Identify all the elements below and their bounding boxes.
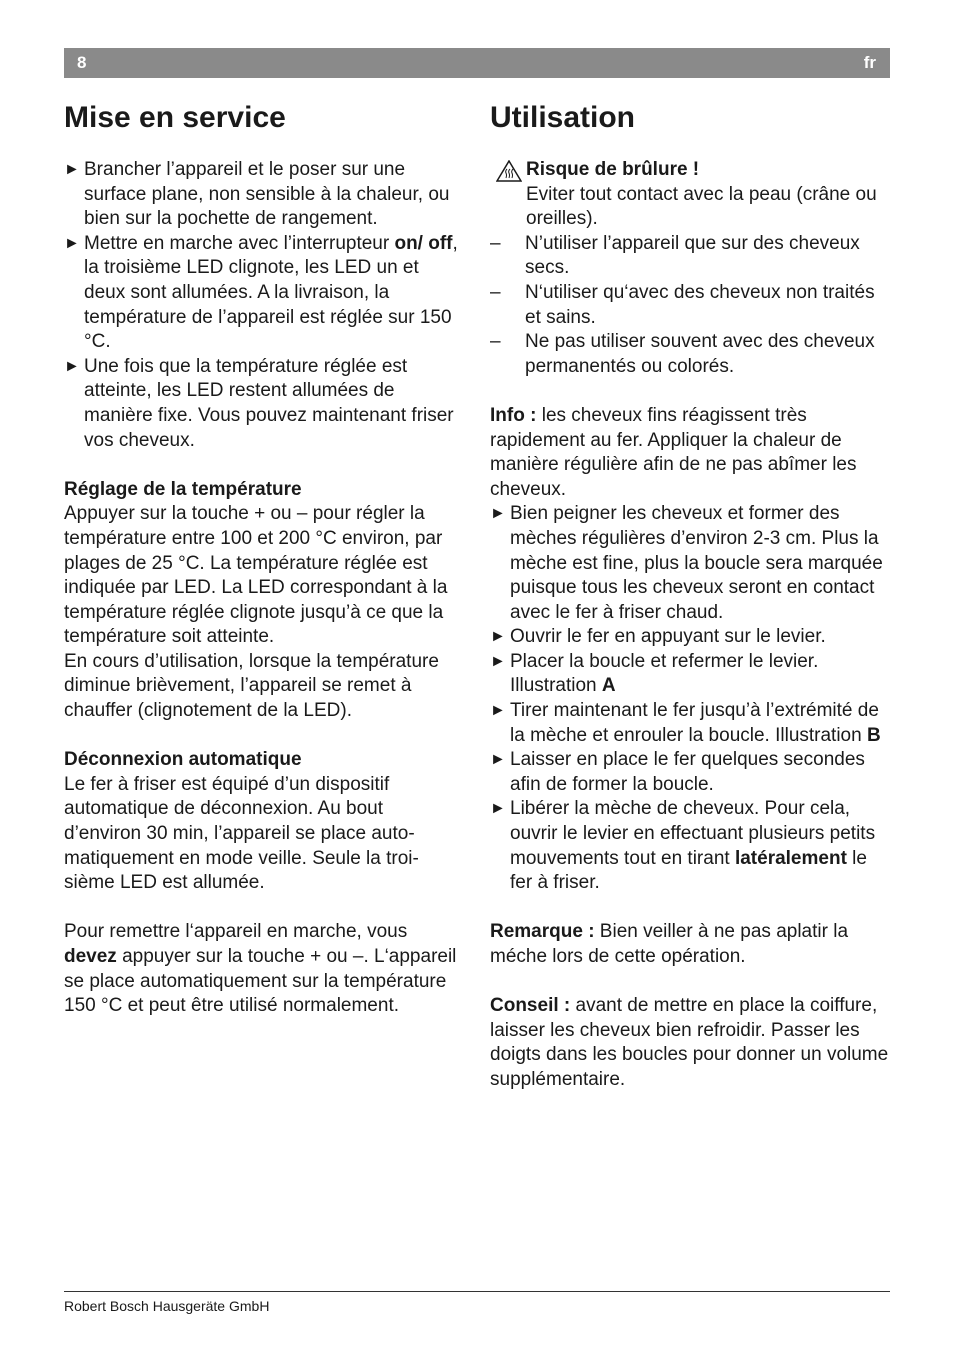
warning-block — [490, 158, 890, 232]
bullet-arrow-icon: ► — [64, 234, 80, 252]
list-item: – N’utiliser l’appareil que sur des cheveux secs. — [490, 232, 860, 279]
bullet-arrow-icon: ► — [490, 652, 506, 670]
paragraph: Pour remettre l‘appareil en marche, vous devez appuyer sur la touche + ou –. L‘appareil se place automatiquement sur la température 150 °C et peut être utilisé normalement. — [64, 921, 457, 1017]
list-item: ► Tirer maintenant le fer jusqu’à l’extrémité de la mèche et enrouler la boucle. Illustration B — [490, 700, 881, 746]
section-title-mise-en-service: Mise en service — [64, 101, 286, 134]
bullet-arrow-icon: ► — [490, 800, 506, 818]
footer-company: Robert Bosch Hausgeräte GmbH — [64, 1298, 270, 1314]
section-title-utilisation: Utilisation — [490, 101, 636, 134]
language-code: fr — [863, 53, 876, 72]
warning-icon — [496, 160, 522, 182]
list-item: ► Mettre en marche avec l’interrupteur on/ off, la troisième LED clignote, les LED un et deux sont allumées. A la livraison, la température de l’appareil est réglée sur 150 °C. — [64, 232, 458, 353]
heading-temperature: Réglage de la température — [64, 478, 302, 500]
bullet-arrow-icon: ► — [490, 702, 506, 720]
warning-text: Eviter tout contact avec la peau (crâne ou oreilles). — [526, 183, 877, 230]
info-paragraph: Info : les cheveux fins réagissent très rapidement au fer. Appliquer la chaleur de manière régulière afin de ne pas abîmer les cheveux. — [490, 404, 857, 500]
bullet-arrow-icon: ► — [490, 505, 506, 523]
list-item: – Ne pas utiliser souvent avec des cheveux permanentés ou colorés. — [490, 331, 875, 377]
left-column — [64, 98, 464, 1019]
list-item: ► Laisser en place le fer quelques secondes afin de former la boucle. — [490, 749, 865, 795]
heading-auto-off: Déconnexion automatique — [64, 749, 302, 771]
paragraph: En cours d’utilisation, lorsque la température diminue brièvement, l’appareil se remet à chauffer (clignotement de la LED). — [64, 650, 439, 722]
list-item: ► Ouvrir le fer en appuyant sur le levier. — [490, 625, 890, 650]
tip-paragraph: Conseil : avant de mettre en place la coiffure, laisser les cheveux bien refroidir. Passer les doigts dans les boucles pour donner un volume supplémentaire. — [490, 995, 889, 1090]
list-item: ► Placer la boucle et refermer le levier. Illustration A — [490, 650, 819, 697]
footer-divider — [64, 1291, 890, 1292]
header-bar — [64, 48, 890, 78]
paragraph: Appuyer sur la touche + ou – pour régler la température entre 100 et 200 °C environ, par plages de 25 °C. La température réglée est indiquée par LED. La LED correspondant à la température réglée clignote jusqu’à ce que la température soit atteinte. — [64, 503, 448, 648]
page-number: 8 — [77, 53, 87, 72]
bullet-arrow-icon: ► — [490, 628, 506, 646]
bullet-arrow-icon: ► — [490, 751, 506, 769]
warning-title: Risque de brûlure ! — [526, 159, 700, 180]
list-item: ► Une fois que la température réglée est atteinte, les LED restent allumées de manière fixe. Vous pouvez maintenant friser vos cheveux. — [64, 355, 454, 451]
list-item: – N‘utiliser qu‘avec des cheveux non traités et sains. — [490, 281, 875, 328]
right-column — [490, 98, 890, 1093]
list-item: ► Bien peigner les cheveux et former des mèches régulières d’environ 2-3 cm. Plus la mèche est fine, plus la boucle sera marquée puisque tous les cheveux seront en contact avec le fer à friser chaud. — [490, 503, 883, 623]
list-item: ► Libérer la mèche de cheveux. Pour cela, ouvrir le levier en effectuant plusieurs petits mouvements tout en tirant latéralement le fer à friser. — [490, 798, 876, 894]
paragraph: Le fer à friser est équipé d’un dispositif automatique de déconnexion. Au bout d’environ 30 min, l’appareil se place auto- matiquement en mode veille. Seule la troi- sième LED est allumée. — [64, 773, 419, 894]
bullet-arrow-icon: ► — [64, 161, 80, 178]
list-item: ► Brancher l’appareil et le poser sur une surface plane, non sensible à la chaleur, ou bien sur la pochette de rangement. — [64, 159, 450, 230]
remark-paragraph: Remarque : Bien veiller à ne pas aplatir la méche lors de cette opération. — [490, 921, 849, 967]
bullet-arrow-icon: ► — [64, 357, 80, 375]
